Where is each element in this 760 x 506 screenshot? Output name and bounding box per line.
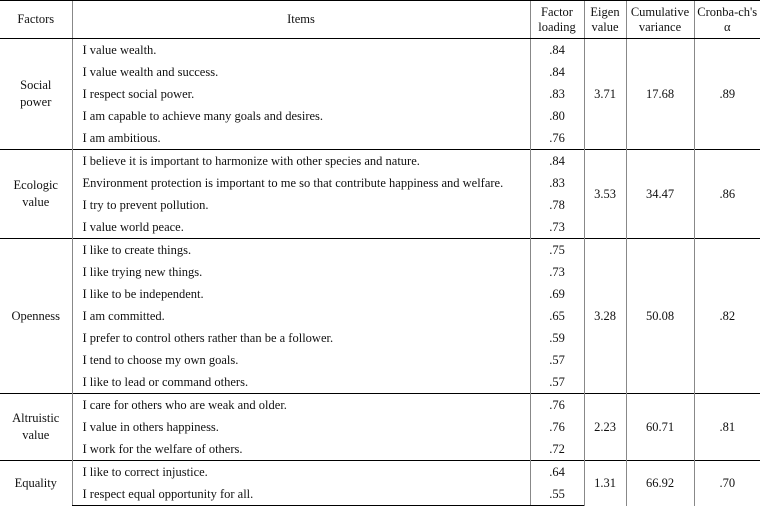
item-text: I like to correct injustice.: [72, 461, 530, 484]
table-row: [0, 394, 760, 417]
factor-loading: .78: [530, 194, 584, 216]
factor-loading: .84: [530, 39, 584, 62]
item-text: I prefer to control others rather than be a follower.: [72, 327, 530, 349]
factor-loading: .76: [530, 127, 584, 150]
eigen-value: 1.31: [584, 461, 626, 506]
cronbach-alpha: .81: [694, 394, 760, 461]
factor-loading: .84: [530, 61, 584, 83]
factor-group-openness: [0, 239, 760, 394]
table-row: [0, 461, 760, 484]
header-row: [0, 1, 760, 39]
factor-loading: .80: [530, 105, 584, 127]
factor-loading: .64: [530, 461, 584, 484]
factor-loading: .59: [530, 327, 584, 349]
cronbach-alpha: .89: [694, 39, 760, 150]
header-factors: Factors: [0, 1, 72, 39]
factor-group-altruistic-value: [0, 394, 760, 461]
item-text: Environment protection is important to me so that contribute happiness and welfare.: [72, 172, 530, 194]
factor-loading: .83: [530, 83, 584, 105]
item-text: I am ambitious.: [72, 127, 530, 150]
item-text: I am capable to achieve many goals and desires.: [72, 105, 530, 127]
header-eigen-value: Eigen value: [584, 1, 626, 39]
table-row: [0, 39, 760, 62]
factor-loading: .69: [530, 283, 584, 305]
cumulative-variance: 60.71: [626, 394, 694, 461]
header-cumulative-variance: Cumulative variance: [626, 1, 694, 39]
item-text: I like to lead or command others.: [72, 371, 530, 394]
cronbach-alpha: .82: [694, 239, 760, 394]
cumulative-variance: 66.92: [626, 461, 694, 506]
factor-loading: .73: [530, 216, 584, 239]
factor-name: Equality: [0, 461, 72, 506]
factor-loading: .76: [530, 416, 584, 438]
item-text: I like to be independent.: [72, 283, 530, 305]
table-row: [0, 239, 760, 262]
eigen-value: 3.53: [584, 150, 626, 239]
table-row: [0, 150, 760, 173]
item-text: I like to create things.: [72, 239, 530, 262]
item-text: I respect social power.: [72, 83, 530, 105]
item-text: I try to prevent pollution.: [72, 194, 530, 216]
factor-loading: .73: [530, 261, 584, 283]
cronbach-alpha: .86: [694, 150, 760, 239]
factor-loading: .65: [530, 305, 584, 327]
factor-loading: .57: [530, 371, 584, 394]
factor-group-equality: [0, 461, 760, 506]
cumulative-variance: 17.68: [626, 39, 694, 150]
table-header: [0, 1, 760, 39]
item-text: I value in others happiness.: [72, 416, 530, 438]
item-text: I value world peace.: [72, 216, 530, 239]
cumulative-variance: 34.47: [626, 150, 694, 239]
factor-name: Social power: [0, 39, 72, 150]
factor-loading: .55: [530, 483, 584, 506]
item-text: I care for others who are weak and older.: [72, 394, 530, 417]
factor-name: Ecologic value: [0, 150, 72, 239]
item-text: I believe it is important to harmonize with other species and nature.: [72, 150, 530, 173]
header-items: Items: [72, 1, 530, 39]
header-factor-loading: Factor loading: [530, 1, 584, 39]
item-text: I am committed.: [72, 305, 530, 327]
factor-loading: .84: [530, 150, 584, 173]
factor-group-social-power: [0, 39, 760, 150]
eigen-value: 3.28: [584, 239, 626, 394]
cumulative-variance: 50.08: [626, 239, 694, 394]
factor-loading: .57: [530, 349, 584, 371]
eigen-value: 2.23: [584, 394, 626, 461]
factor-loading: .72: [530, 438, 584, 461]
item-text: I value wealth.: [72, 39, 530, 62]
item-text: I tend to choose my own goals.: [72, 349, 530, 371]
cronbach-alpha: .70: [694, 461, 760, 506]
eigen-value: 3.71: [584, 39, 626, 150]
factor-loading: .75: [530, 239, 584, 262]
item-text: I work for the welfare of others.: [72, 438, 530, 461]
item-text: I like trying new things.: [72, 261, 530, 283]
header-cronbach-alpha: Cronba-ch's α: [694, 1, 760, 39]
factor-loading: .76: [530, 394, 584, 417]
item-text: I respect equal opportunity for all.: [72, 483, 530, 506]
factor-name: Altruistic value: [0, 394, 72, 461]
factor-group-ecologic-value: [0, 150, 760, 239]
factor-loading: .83: [530, 172, 584, 194]
factor-name: Openness: [0, 239, 72, 394]
item-text: I value wealth and success.: [72, 61, 530, 83]
